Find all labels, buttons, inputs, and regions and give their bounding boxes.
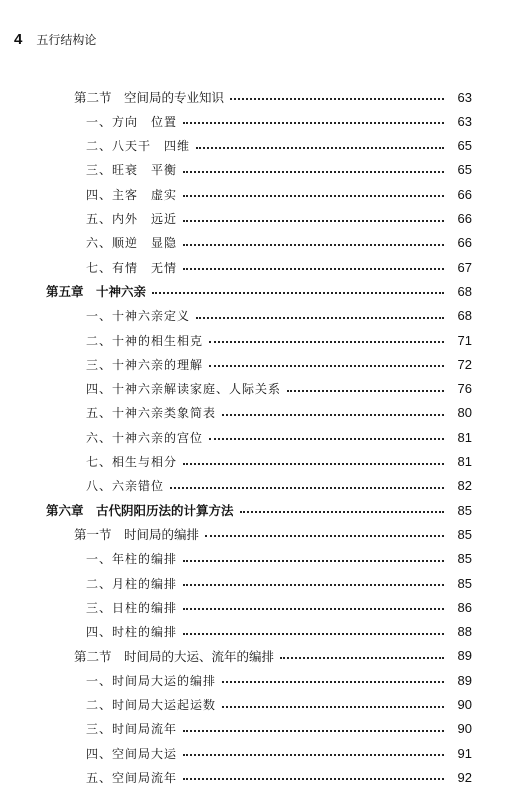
toc-entry-title: 七、相生与相分	[86, 455, 178, 469]
toc-item-row	[86, 305, 472, 327]
toc-item-row	[86, 596, 472, 618]
toc-entry-title: 四、空间局大运	[86, 746, 178, 761]
dot-leader	[183, 234, 444, 246]
toc-entry-title: 二、月柱的编排	[86, 576, 178, 591]
toc-page-number: 63	[457, 89, 472, 105]
toc-entry-title: 第六章 古代阴阳历法的计算方法	[46, 503, 234, 519]
book-title: 五行结构论	[36, 32, 97, 47]
toc-entry-title: 第五章 十神六亲	[46, 284, 147, 300]
toc-item-row	[86, 451, 472, 473]
toc-item-row	[86, 232, 472, 254]
dot-leader	[152, 282, 444, 294]
dot-leader	[230, 88, 444, 100]
toc-entry-title: 三、旺衰 平衡	[86, 163, 178, 178]
dot-leader	[196, 307, 444, 319]
toc-item-row	[86, 621, 472, 643]
toc-chapter-row	[46, 499, 472, 521]
toc-item-row	[86, 135, 472, 157]
toc-item-row	[86, 159, 472, 181]
toc-page-number: 85	[457, 575, 472, 591]
toc-item-row	[86, 402, 472, 424]
dot-leader	[183, 258, 444, 270]
toc-item-row	[86, 694, 472, 716]
dot-leader	[183, 550, 444, 562]
dot-leader	[196, 137, 444, 149]
toc-page-number: 76	[457, 381, 472, 397]
toc-item-row	[86, 475, 472, 497]
toc-entry-title: 第二节 时间局的大运、流年的编排	[74, 648, 275, 664]
toc-section-row	[74, 645, 472, 667]
toc-page-number: 68	[457, 308, 472, 324]
toc-page-number: 68	[457, 283, 472, 299]
dot-leader	[183, 768, 444, 780]
toc-item-row	[86, 766, 472, 788]
toc-page-number: 63	[457, 113, 472, 129]
toc-item-row	[86, 572, 472, 594]
toc-entry-title: 四、十神六亲解读家庭、人际关系	[86, 382, 282, 397]
toc-entry-title: 二、八天干 四维	[86, 139, 191, 154]
dot-leader	[222, 696, 444, 708]
toc-page-number: 66	[457, 211, 472, 226]
dot-leader	[209, 355, 444, 367]
toc-page-number: 67	[457, 259, 472, 275]
toc-page-number: 90	[457, 721, 472, 737]
toc-entry-title: 六、十神六亲的宫位	[86, 430, 204, 445]
toc-item-row	[86, 669, 472, 691]
toc-item-row	[86, 256, 472, 278]
toc-entry-title: 第一节 时间局的编排	[74, 527, 200, 543]
toc-entry-title: 四、时柱的编排	[86, 625, 178, 640]
page-header	[14, 28, 96, 50]
toc-entry-title: 五、内外 远近	[86, 212, 178, 226]
toc-entry-title: 五、十神六亲类象简表	[86, 406, 217, 421]
toc-entry-title: 一、方向 位置	[86, 114, 178, 129]
toc-page-number: 85	[457, 502, 472, 518]
dot-leader	[205, 525, 444, 537]
toc-page-number: 65	[457, 162, 472, 178]
toc-item-row	[86, 208, 472, 230]
dot-leader	[183, 453, 444, 465]
toc-entry-title: 一、年柱的编排	[86, 552, 178, 567]
dot-leader	[209, 428, 444, 440]
toc-item-row	[86, 329, 472, 351]
toc-entry-title: 六、顺逆 显隐	[86, 236, 178, 251]
toc-page-number: 82	[457, 478, 472, 494]
toc-entry-title: 二、时间局大运起运数	[86, 698, 217, 712]
toc-item-row	[86, 378, 472, 400]
toc-page-number: 66	[457, 186, 472, 202]
toc-chapter-row	[46, 280, 472, 302]
toc-page-number: 89	[457, 672, 472, 688]
toc-page-number: 89	[457, 648, 472, 664]
toc-page-number: 80	[457, 405, 472, 421]
dot-leader	[280, 647, 444, 659]
toc-page-number: 81	[457, 429, 472, 445]
toc-page-number: 86	[457, 599, 472, 615]
toc-page-number: 85	[457, 551, 472, 567]
toc-page-number: 71	[457, 332, 472, 348]
toc-entry-title: 三、时间局流年	[86, 722, 178, 737]
toc-item-row	[86, 183, 472, 205]
toc-item-row	[86, 110, 472, 132]
dot-leader	[222, 404, 444, 416]
dot-leader	[183, 161, 444, 173]
toc-page-number: 85	[457, 526, 472, 542]
toc-entry-title: 一、十神六亲定义	[86, 309, 191, 324]
toc-item-row	[86, 548, 472, 570]
dot-leader	[183, 598, 444, 610]
dot-leader	[222, 671, 444, 683]
toc-entry-title: 五、空间局流年	[86, 770, 178, 785]
toc-entry-title: 四、主客 虚实	[86, 187, 178, 202]
toc-entry-title: 三、十神六亲的理解	[86, 357, 204, 372]
toc-page-number: 65	[457, 138, 472, 154]
dot-leader	[240, 501, 444, 513]
dot-leader	[287, 380, 444, 392]
toc-entry-title: 三、日柱的编排	[86, 600, 178, 615]
toc-item-row	[86, 718, 472, 740]
dot-leader	[183, 720, 444, 732]
dot-leader	[183, 210, 444, 222]
toc-item-row	[86, 353, 472, 375]
toc-entry-title: 八、六亲错位	[86, 479, 165, 494]
dot-leader	[183, 574, 444, 586]
toc-entry-title: 一、时间局大运的编排	[86, 673, 217, 688]
toc-page-number: 72	[457, 356, 472, 372]
toc-page-number: 66	[457, 235, 472, 251]
toc-section-row	[74, 523, 472, 545]
dot-leader	[209, 331, 444, 343]
toc-item-row	[86, 742, 472, 764]
dot-leader	[183, 623, 444, 635]
toc-page-number: 88	[457, 624, 472, 640]
toc-page-number: 91	[457, 745, 472, 761]
toc-page-number: 81	[457, 454, 472, 469]
toc-page-number: 90	[457, 697, 472, 712]
toc-section-row	[74, 86, 472, 108]
toc-item-row	[86, 426, 472, 448]
page-number: 4	[14, 30, 23, 48]
toc-entry-title: 第二节 空间局的专业知识	[74, 90, 225, 105]
dot-leader	[183, 744, 444, 756]
toc-entry-title: 二、十神的相生相克	[86, 333, 204, 348]
dot-leader	[170, 477, 444, 489]
dot-leader	[183, 185, 444, 197]
toc-page-number: 92	[457, 769, 472, 785]
toc-entry-title: 七、有情 无情	[86, 260, 178, 275]
dot-leader	[183, 112, 444, 124]
